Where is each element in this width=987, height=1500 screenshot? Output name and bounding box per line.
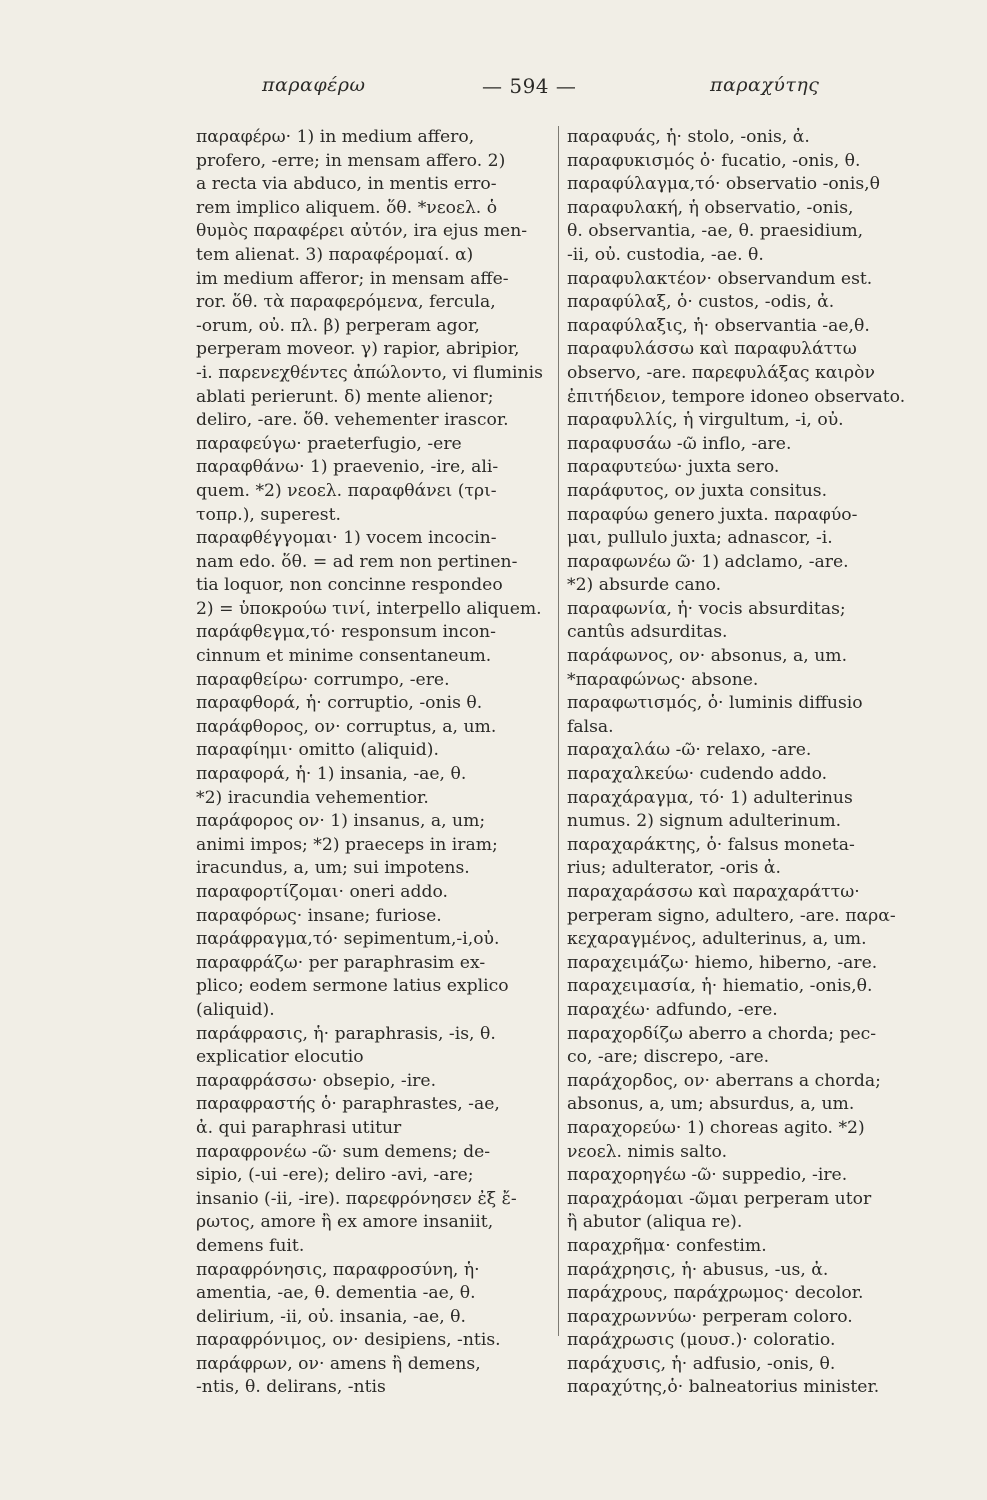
entry-line: μαι, pullulo juxta; adnascor, -i. [567,528,833,549]
entry-line: -ii, οὐ. custodia, -ae. θ. [567,244,764,265]
entry-line: παραχειμασία, ἡ· hiematio, -onis,θ. [567,976,873,997]
entry-line: παραφθέγγομαι· 1) vocem incocin- [196,528,497,549]
running-head-right: παραχύτης [710,74,820,96]
entry-line: παραφράσσω· obsepio, -ire. [196,1070,437,1091]
entry-line: νεοελ. nimis salto. [567,1141,728,1162]
entry-line: παραφραστής ὁ· paraphrastes, -ae, [196,1094,500,1115]
entry-line: παραφθάνω· 1) praevenio, -ire, ali- [196,457,499,478]
entry-line: παραφθείρω· corrumpo, -ere. [196,669,450,690]
entry-line: cinnum et minime consentaneum. [196,646,492,667]
entry-line: plico; eodem sermone latius explico [196,976,509,997]
entry-line: παραχύτης,ὁ· balneatorius minister. [567,1377,880,1398]
entry-line: παραφρόνησις, παραφροσύνη, ἡ· [196,1259,480,1280]
entry-line: θ. observantia, -ae, θ. praesidium, [567,221,864,242]
entry-line: παραχειμάζω· hiemo, hiberno, -are. [567,952,878,973]
entry-line: παράφρων, ον· amens ἢ demens, [196,1353,481,1374]
entry-line: παραφεύγω· praeterfugio, -ere [196,433,462,454]
entry-line: παράφθορος, ον· corruptus, a, um. [196,716,497,737]
entry-line: παράφορος ον· 1) insanus, a, um; [196,811,486,832]
entry-line: παράφραγμα,τό· sepimentum,-i,οὐ. [196,929,500,950]
entry-line: παραφωνία, ἡ· vocis absurditas; [567,598,846,619]
column-divider [558,126,559,1336]
entry-line: *παραφώνως· absone. [567,669,759,690]
entry-line: παραφθορά, ἡ· corruptio, -onis θ. [196,693,483,714]
entry-line: παράχορδος, ον· aberrans a chorda; [567,1070,881,1091]
entry-line: insanio (-ii, -ire). παρεφρόνησεν ἐξ ἔ- [196,1188,517,1209]
entry-line: cantûs adsurditas. [567,622,728,643]
entry-line: παραχράομαι -ῶμαι perperam utor [567,1188,872,1209]
entry-line: τοπρ.), superest. [196,504,341,525]
entry-line: ror. ὅθ. τὰ παραφερόμενα, fercula, [196,292,496,313]
entry-line: παραφυκισμός ὁ· fucatio, -onis, θ. [567,150,861,171]
entry-line: παραφύλαγμα,τό· observatio -onis,θ [567,174,880,195]
entry-line: παραφυτεύω· juxta sero. [567,457,780,478]
entry-line: παραφυλλίς, ἡ virgultum, -i, οὐ. [567,410,844,431]
entry-line: παράχρησις, ἡ· abusus, -us, ἀ. [567,1259,829,1280]
entry-line: παράχρους, παράχρωμος· decolor. [567,1283,864,1304]
entry-line: tem alienat. 3) παραφέρομαί. α) [196,244,474,265]
entry-line: ἢ abutor (aliqua re). [567,1212,743,1233]
entry-line: ἐπιτήδειον, tempore idoneo observato. [567,386,906,407]
entry-line: παραφυσάω -ῶ inflo, -are. [567,433,792,454]
entry-line: ablati perierunt. δ) mente alienor; [196,386,494,407]
entry-line: co, -are; discrepo, -are. [567,1047,770,1068]
entry-line: παραχέω· adfundo, -ere. [567,999,778,1020]
entry-line: deliro, -are. ὅθ. vehementer irascor. [196,410,509,431]
entry-line: ρωτος, amore ἢ ex amore insaniit, [196,1212,494,1233]
entry-line: παράφθεγμα,τό· responsum incon- [196,622,496,643]
entry-line: rius; adulterator, -oris ἀ. [567,858,781,879]
entry-line: amentia, -ae, θ. dementia -ae, θ. [196,1283,476,1304]
entry-line: παραφέρω· 1) in medium affero, [196,127,475,147]
entry-line: παραφυλάσσω καὶ παραφυλάττω [567,339,857,360]
entry-line: numus. 2) signum adulterinum. [567,811,842,832]
entry-line: παραχρωννύω· perperam coloro. [567,1306,853,1327]
running-head-left: παραφέρω [262,74,366,96]
entry-line: παραχρῆμα· confestim. [567,1235,767,1256]
entry-line: παραχαλκεύω· cudendo addo. [567,764,828,785]
entry-line: profero, -erre; in mensam affero. 2) [196,150,506,171]
entry-line: παραχαράκτης, ὁ· falsus moneta- [567,834,855,855]
entry-line: ἀ. qui paraphrasi utitur [196,1117,402,1138]
entry-line: rem implico aliquem. ὅθ. *νεοελ. ὁ [196,197,498,218]
entry-line: -i. παρενεχθέντες ἀπώλοντο, vi fluminis [196,362,543,383]
entry-line: im medium afferor; in mensam affe- [196,268,509,289]
entry-line: παράχυσις, ἡ· adfusio, -onis, θ. [567,1353,836,1374]
entry-line: παραχορδίζω aberro a chorda; pec- [567,1023,877,1044]
entry-line: *2) iracundia vehementior. [196,787,429,808]
entry-line: demens fuit. [196,1235,305,1256]
entry-line: παραφόρως· insane; furiose. [196,905,442,926]
entry-line: (aliquid). [196,999,275,1020]
entry-line: a recta via abduco, in mentis erro- [196,174,497,195]
entry-line: παραφυλακή, ἡ observatio, -onis, [567,197,854,218]
entry-line: παράφυτος, ον juxta consitus. [567,480,828,501]
entry-line: 2) = ὑποκρούω τινί, interpello aliquem. [196,598,542,619]
entry-line: -orum, οὐ. πλ. β) perperam agor, [196,315,480,336]
entry-line: παραχάραγμα, τό· 1) adulterinus [567,787,853,808]
page-number: — 594 — [482,74,577,98]
entry-line: quem. *2) νεοελ. παραφθάνει (τρι- [196,480,497,501]
entry-line: παράχρωσις (μουσ.)· coloratio. [567,1330,836,1351]
entry-line: παραχορεύω· 1) choreas agito. *2) [567,1117,865,1138]
entry-line: παραφύω genero juxta. παραφύο- [567,504,858,525]
entry-line: iracundus, a, um; sui impotens. [196,858,470,879]
entry-line: *2) absurde cano. [567,575,722,596]
entry-line: nam edo. ὅθ. = ad rem non pertinen- [196,551,518,572]
entry-line: tia loquor, non concinne respondeo [196,575,503,596]
entry-line: παραφρόνιμος, ον· desipiens, -ntis. [196,1330,501,1351]
entry-line: -ntis, θ. delirans, -ntis [196,1377,386,1398]
entry-line: παραφορά, ἡ· 1) insania, -ae, θ. [196,764,467,785]
entry-line: absonus, a, um; absurdus, a, um. [567,1094,855,1115]
entry-line: παραφράζω· per paraphrasim ex- [196,952,486,973]
entry-line: perperam signo, adultero, -are. παρα- [567,905,896,926]
entry-line: παραφύλαξις, ἡ· observantia -ae,θ. [567,315,870,336]
entry-line: παραφύλαξ, ὁ· custos, -odis, ἀ. [567,292,835,313]
entry-line: παραχορηγέω -ῶ· suppedio, -ire. [567,1165,848,1186]
entry-line: animi impos; *2) praeceps in iram; [196,834,498,855]
entry-line: παραφωνέω ῶ· 1) adclamo, -are. [567,551,849,572]
entry-line: perperam moveor. γ) rapior, abripior, [196,339,520,360]
entry-line: παραφρονέω -ῶ· sum demens; de- [196,1141,491,1162]
entry-line: κεχαραγμένος, adulterinus, a, um. [567,929,867,950]
entry-line: θυμὸς παραφέρει αὐτόν, ira ejus men- [196,221,528,242]
entry-line: παράφρασις, ἡ· paraphrasis, -is, θ. [196,1023,496,1044]
entry-line: παραφωτισμός, ὁ· luminis diffusio [567,693,863,714]
entry-line: παραφυλακτέον· observandum est. [567,268,873,289]
entry-line: παραφίημι· omitto (aliquid). [196,740,439,761]
entry-line: observo, -are. παρεφυλάξας καιρὸν [567,362,875,383]
entry-line: explicatior elocutio [196,1047,364,1068]
entry-line: παραφορτίζομαι· oneri addo. [196,882,448,902]
left-column [196,126,556,1400]
entry-line: delirium, -ii, οὐ. insania, -ae, θ. [196,1306,466,1327]
entry-line: παραφυάς, ἡ· stolo, -onis, ἀ. [567,127,810,147]
entry-line: παραχαράσσω καὶ παραχαράττω· [567,882,860,902]
entry-line: παράφωνος, ον· absonus, a, um. [567,646,848,667]
entry-line: sipio, (-ui -ere); deliro -avi, -are; [196,1165,474,1186]
entry-line: παραχαλάω -ῶ· relaxo, -are. [567,740,812,761]
right-column [567,126,967,1400]
entry-line: falsa. [567,716,614,737]
